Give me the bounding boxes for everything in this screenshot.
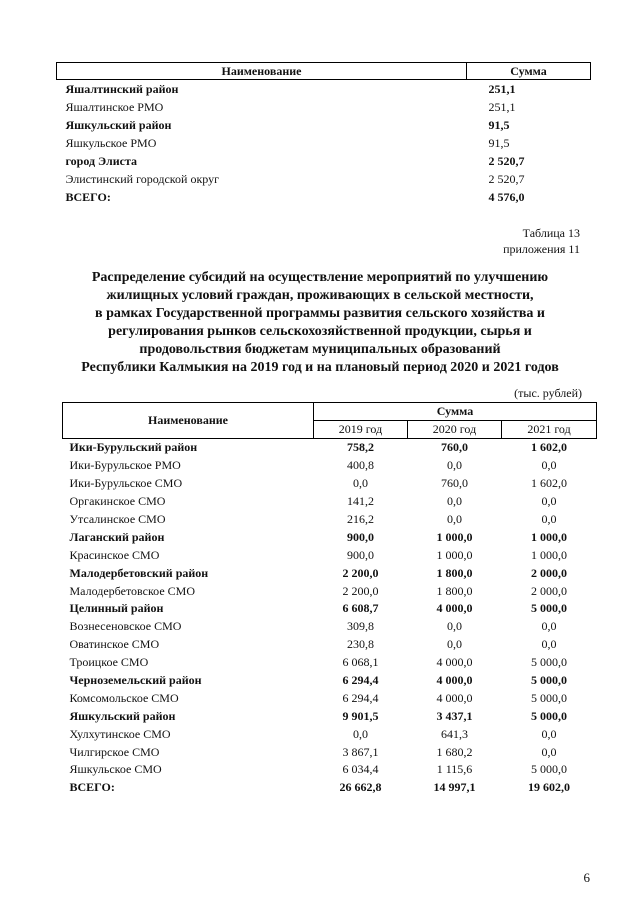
row-name: Ики-Бурульский район — [69, 440, 198, 455]
row-name: Лаганский район — [69, 529, 165, 544]
table-row — [63, 475, 597, 493]
row-name: Яшалтинское РМО — [65, 99, 164, 114]
row-value-2021: 5 000,0 — [531, 673, 568, 688]
row-value-2019: 900,0 — [347, 529, 374, 544]
table-row — [63, 493, 597, 511]
table-row — [63, 725, 597, 743]
row-name: Ики-Бурульское СМО — [69, 476, 183, 491]
row-name: Вознесеновское СМО — [69, 619, 182, 634]
row-value-2020: 1 680,2 — [436, 744, 473, 759]
table-row — [63, 511, 597, 529]
row-value-2021: 5 000,0 — [531, 601, 568, 616]
row-value-2020: 760,0 — [441, 476, 468, 491]
row-value-2019: 216,2 — [347, 512, 374, 526]
table-row — [63, 564, 597, 582]
row-name: Яшкульское РМО — [65, 135, 157, 150]
row-value-2019: 26 662,8 — [339, 780, 382, 795]
row-name: Яшкульский район — [65, 117, 172, 132]
table-row — [63, 672, 597, 690]
table-row — [63, 707, 597, 725]
row-name: Элистинский городской округ — [65, 171, 220, 186]
row-value-2021: 5 000,0 — [531, 655, 568, 670]
row-name: Яшалтинский район — [65, 81, 179, 96]
row-name: ВСЕГО: — [65, 189, 111, 204]
table-caption — [503, 225, 580, 257]
row-value-2020: 0,0 — [447, 512, 462, 526]
row-value-2020: 1 000,0 — [436, 547, 473, 562]
row-value-2020: 641,3 — [441, 726, 468, 741]
table-subsidies-header-top — [63, 403, 597, 421]
title-line: в рамках Государственной программы развития сельского хозяйства и — [95, 306, 545, 321]
row-value-2021: 1 602,0 — [531, 440, 568, 455]
row-value-2021: 0,0 — [541, 512, 557, 526]
row-value-2019: 6 294,4 — [342, 690, 379, 705]
row-name: Малодербетовское СМО — [69, 583, 195, 598]
row-name: Яшкульское СМО — [69, 762, 162, 777]
row-value-2019: 6 608,7 — [342, 601, 379, 616]
row-value-2019: 9 901,5 — [342, 708, 379, 723]
row-value-2020: 0,0 — [447, 637, 462, 652]
table-row — [63, 600, 597, 618]
row-value-2020: 1 115,6 — [436, 762, 473, 777]
header-name: Наименование — [63, 403, 314, 439]
table-subsidies-body — [63, 439, 597, 797]
row-value-2019: 6 068,1 — [342, 655, 379, 670]
row-value-2019: 0,0 — [353, 726, 368, 741]
table-row — [57, 170, 591, 188]
table-row — [57, 98, 591, 116]
row-value-2020: 3 437,1 — [436, 708, 473, 723]
row-name: Оватинское СМО — [69, 637, 160, 652]
row-value-2020: 0,0 — [447, 458, 462, 473]
title-line: Распределение субсидий на осуществление мероприятий по улучшению — [91, 270, 549, 285]
row-value-2019: 3 867,1 — [342, 744, 379, 759]
table-row — [57, 116, 591, 134]
table-row — [63, 528, 597, 546]
header-sum: Сумма — [467, 63, 591, 80]
table-row — [57, 80, 591, 99]
row-value-2019: 230,8 — [347, 637, 374, 652]
row-name: Хулхутинское СМО — [69, 726, 171, 741]
row-value-2019: 2 200,0 — [342, 565, 379, 580]
row-value-2020: 14 997,1 — [433, 780, 476, 795]
row-value-2020: 1 800,0 — [436, 565, 473, 580]
table-row — [63, 761, 597, 779]
row-value-2021: 1 000,0 — [531, 547, 568, 562]
row-value-2021: 0,0 — [541, 619, 557, 634]
table-first-header — [57, 63, 591, 80]
caption-table-number: Таблица 13 — [522, 226, 580, 240]
table-row — [63, 546, 597, 564]
row-name: город Элиста — [65, 153, 138, 168]
row-value-2019: 758,2 — [347, 440, 374, 455]
header-year-2019: 2019 год — [314, 421, 408, 439]
table-row — [57, 188, 591, 206]
caption-appendix: приложения 11 — [503, 242, 580, 256]
table-row — [63, 457, 597, 475]
row-value-2020: 0,0 — [447, 494, 462, 509]
table-row — [63, 743, 597, 761]
row-value-2021: 1 602,0 — [531, 476, 568, 491]
row-value-2020: 4 000,0 — [436, 673, 473, 688]
row-name: Красинское СМО — [69, 547, 160, 562]
row-name: Ики-Бурульское РМО — [69, 458, 181, 473]
row-sum: 251,1 — [488, 99, 516, 114]
table-row — [57, 134, 591, 152]
table-first — [56, 62, 591, 206]
row-value-2019: 400,8 — [347, 458, 374, 473]
row-value-2021: 0,0 — [541, 744, 557, 759]
row-value-2019: 6 034,4 — [342, 762, 379, 777]
row-value-2020: 1 800,0 — [436, 583, 473, 598]
row-value-2021: 2 000,0 — [531, 565, 568, 580]
row-sum: 2 520,7 — [488, 153, 525, 168]
table-subsidies — [62, 402, 597, 797]
row-sum: 2 520,7 — [488, 171, 525, 186]
table-first-body — [57, 80, 591, 207]
row-value-2020: 4 000,0 — [436, 601, 473, 616]
table-row — [63, 689, 597, 707]
row-name: Утсалинское СМО — [69, 512, 166, 526]
row-value-2021: 0,0 — [541, 494, 557, 509]
row-sum: 4 576,0 — [488, 189, 525, 204]
row-value-2021: 2 000,0 — [531, 583, 568, 598]
row-name: Троицкое СМО — [69, 655, 149, 670]
row-value-2020: 1 000,0 — [436, 529, 473, 544]
row-value-2021: 5 000,0 — [531, 690, 568, 705]
row-name: Чилгирское СМО — [69, 744, 160, 759]
row-name: Целинный район — [69, 601, 164, 616]
row-value-2019: 2 200,0 — [342, 583, 379, 598]
title-line: регулирования рынков сельскохозяйственной продукции, сырья и — [108, 324, 532, 339]
row-sum: 91,5 — [488, 135, 510, 150]
row-name: ВСЕГО: — [69, 780, 115, 795]
header-year-2021: 2021 год — [502, 421, 597, 439]
title-line: продовольствия бюджетам муниципальных образований — [139, 342, 501, 357]
table-row — [57, 152, 591, 170]
units-label: (тыс. рублей) — [514, 386, 582, 400]
row-value-2020: 0,0 — [447, 619, 462, 634]
page-number: 6 — [583, 870, 590, 885]
row-value-2019: 141,2 — [347, 494, 374, 509]
table-row — [63, 779, 597, 797]
row-value-2021: 5 000,0 — [531, 762, 568, 777]
header-name: Наименование — [57, 63, 467, 80]
row-name: Комсомольское СМО — [69, 690, 179, 705]
row-value-2021: 0,0 — [541, 458, 557, 473]
header-sum: Сумма — [314, 403, 597, 421]
row-sum: 251,1 — [488, 81, 516, 96]
document-title — [40, 269, 600, 377]
row-sum: 91,5 — [488, 117, 510, 132]
row-value-2021: 19 602,0 — [528, 780, 571, 795]
row-value-2019: 0,0 — [353, 476, 368, 491]
row-value-2019: 6 294,4 — [342, 673, 379, 688]
title-line: жилищных условий граждан, проживающих в сельской местности, — [106, 288, 534, 303]
row-value-2019: 900,0 — [347, 547, 374, 562]
table-row — [63, 636, 597, 654]
row-value-2019: 309,8 — [347, 619, 374, 634]
table-row — [63, 654, 597, 672]
row-value-2021: 5 000,0 — [531, 708, 568, 723]
row-name: Малодербетовский район — [69, 565, 209, 580]
row-value-2021: 1 000,0 — [531, 529, 568, 544]
row-name: Черноземельский район — [69, 673, 202, 688]
row-name: Яшкульский район — [69, 708, 176, 723]
row-value-2020: 4 000,0 — [436, 655, 473, 670]
row-value-2021: 0,0 — [541, 637, 557, 652]
table-row — [63, 618, 597, 636]
table-row — [63, 439, 597, 457]
row-value-2020: 760,0 — [441, 440, 468, 455]
row-value-2021: 0,0 — [541, 726, 557, 741]
row-value-2020: 4 000,0 — [436, 690, 473, 705]
header-year-2020: 2020 год — [408, 421, 502, 439]
row-name: Оргакинское СМО — [69, 494, 166, 509]
table-row — [63, 582, 597, 600]
title-line: Республики Калмыкия на 2019 год и на плановый период 2020 и 2021 годов — [81, 360, 559, 375]
